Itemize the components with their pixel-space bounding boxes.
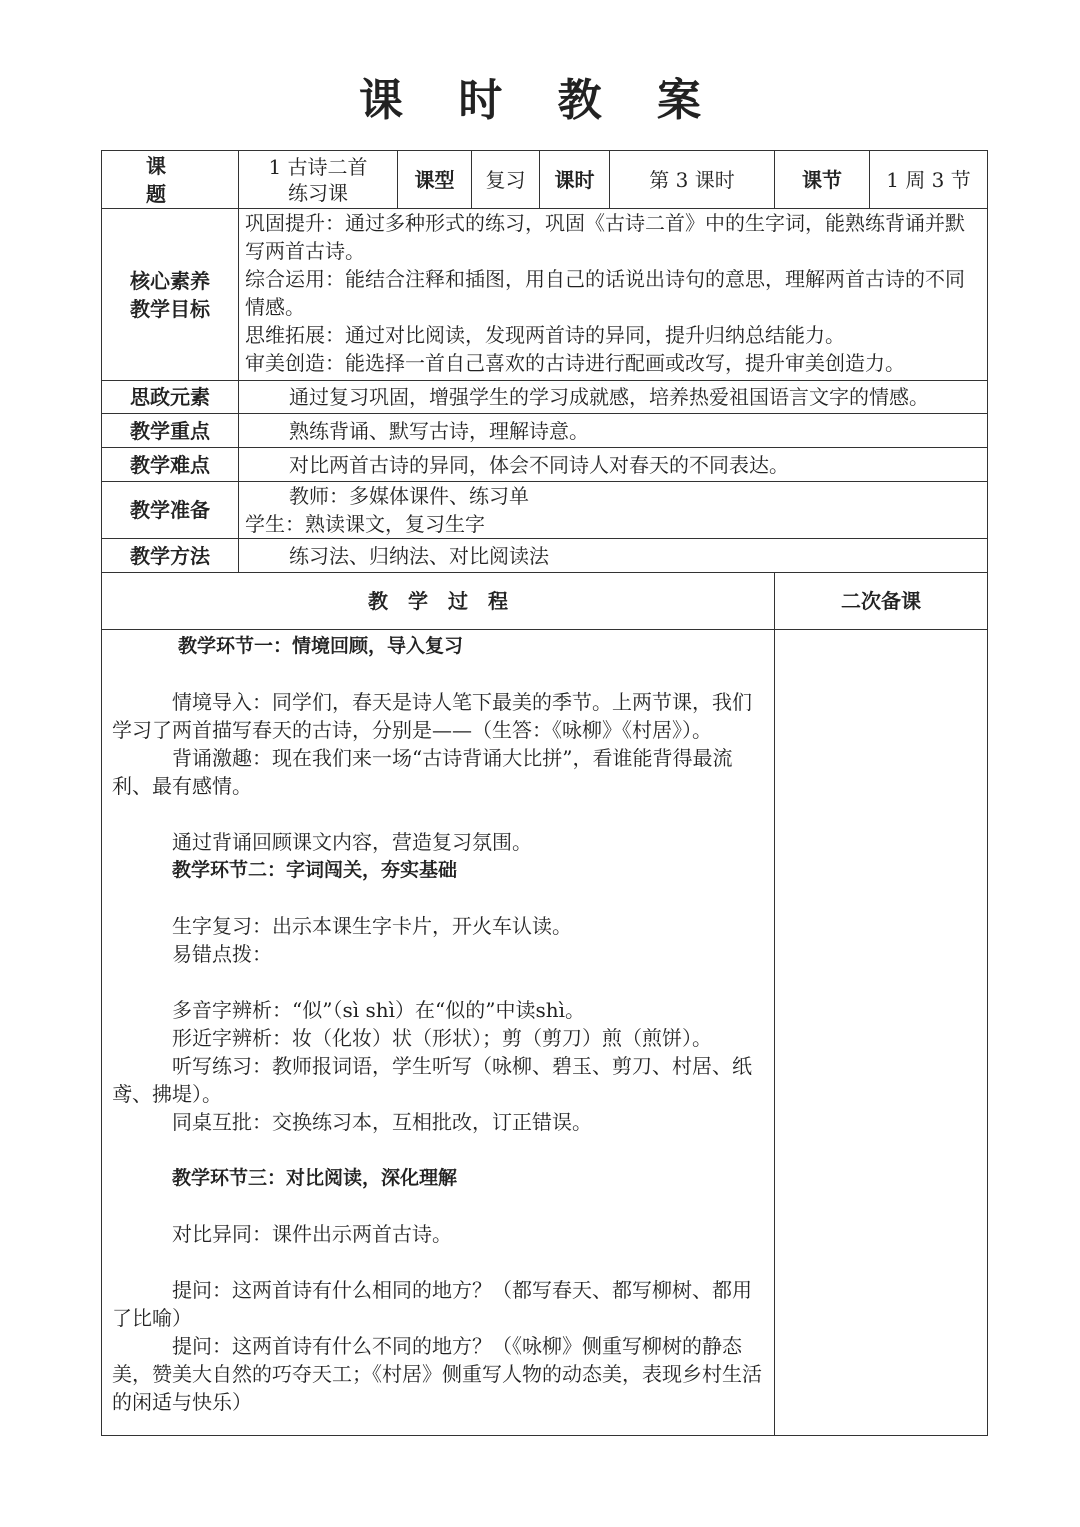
- step2-paragraph: 多音字辨析：“似”（sì shì）在“似的”中读shì。: [172, 998, 585, 1022]
- key-points-row: [102, 414, 988, 448]
- topic-value-line1: 1 古诗二首: [268, 154, 368, 179]
- goals-label-line2: 教学目标: [130, 296, 210, 321]
- step2-paragraph: 听写练习：教师报词语，学生听写（咏柳、碧玉、剪刀、村居、纸鸢、拂堤）。: [112, 1054, 752, 1106]
- topic-value-line2: 练习课: [288, 180, 348, 205]
- process-body-row: [102, 630, 988, 1436]
- step1-title: 教学环节一：情境回顾，导入复习: [178, 635, 464, 657]
- ideology-value: 通过复习巩固，增强学生的学习成就感，培养热爱祖国语言文字的情感。: [239, 381, 988, 414]
- process-heading: 教 学 过 程: [102, 573, 775, 630]
- step2-paragraph: 易错点拨：: [172, 942, 272, 966]
- preparation-teacher: 教师：多媒体课件、练习单: [289, 484, 529, 508]
- goal-item: 审美创造：能选择一首自己喜欢的古诗进行配画或改写，提升审美创造力。: [245, 351, 905, 375]
- goals-label: [102, 209, 239, 381]
- lesson-plan-table: [101, 150, 988, 1436]
- methods-label: 教学方法: [102, 539, 239, 573]
- key-points-label: 教学重点: [102, 414, 239, 448]
- page-title: 课 时 教 案: [359, 75, 721, 126]
- period-value: 第 3 课时: [610, 151, 775, 209]
- goals-row: [102, 209, 988, 381]
- step2-paragraph: 形近字辨析：妆（化妆）状（形状）；剪（剪刀）煎（煎饼）。: [172, 1026, 712, 1050]
- preparation-value: [239, 482, 988, 539]
- step2-title: 教学环节二：字词闯关，夯实基础: [172, 859, 458, 881]
- methods-value: 练习法、归纳法、对比阅读法: [239, 539, 988, 573]
- key-points-value: 熟练背诵、默写古诗，理解诗意。: [239, 414, 988, 448]
- difficulties-label: 教学难点: [102, 448, 239, 482]
- goal-item: 思维拓展：通过对比阅读，发现两首诗的异同，提升归纳总结能力。: [245, 323, 845, 347]
- process-header-row: [102, 573, 988, 630]
- notes-heading: 二次备课: [775, 573, 988, 630]
- topic-label: 课 题: [102, 151, 239, 209]
- goal-item: 巩固提升：通过多种形式的练习，巩固《古诗二首》中的生字词，能熟练背诵并默写两首古诗。: [245, 211, 965, 263]
- process-content: [102, 630, 775, 1436]
- difficulties-value: 对比两首古诗的异同，体会不同诗人对春天的不同表达。: [239, 448, 988, 482]
- goal-item: 综合运用：能结合注释和插图，用自己的话说出诗句的意思，理解两首古诗的不同情感。: [245, 267, 965, 319]
- section-label: 课节: [775, 151, 870, 209]
- header-row: [102, 151, 988, 209]
- goals-content: [239, 209, 988, 381]
- step1-paragraph: 背诵激趣：现在我们来一场“古诗背诵大比拼”，看谁能背得最流利、最有感情。: [112, 746, 733, 798]
- type-label: 课型: [398, 151, 472, 209]
- step1-paragraph: 通过背诵回顾课文内容，营造复习氛围。: [172, 830, 532, 854]
- type-value: 复习: [472, 151, 540, 209]
- period-label: 课时: [540, 151, 610, 209]
- step3-paragraph: 提问：这两首诗有什么不同的地方？（《咏柳》侧重写柳树的静态美，赞美大自然的巧夺天工；《村居》侧重写人物的动态美，表现乡村生活的闲适与快乐）: [112, 1334, 762, 1414]
- step2-paragraph: 生字复习：出示本课生字卡片，开火车认读。: [172, 914, 572, 938]
- methods-row: [102, 539, 988, 573]
- goals-label-line1: 核心素养: [130, 268, 210, 293]
- preparation-row: [102, 482, 988, 539]
- ideology-row: [102, 381, 988, 414]
- step3-title: 教学环节三：对比阅读，深化理解: [172, 1167, 458, 1189]
- section-value: 1 周 3 节: [870, 151, 988, 209]
- step3-paragraph: 对比异同：课件出示两首古诗。: [172, 1222, 452, 1246]
- preparation-student: 学生：熟读课文，复习生字: [245, 512, 485, 536]
- difficulties-row: [102, 448, 988, 482]
- secondary-notes-cell[interactable]: [775, 630, 988, 1436]
- step1-paragraph: 情境导入：同学们，春天是诗人笔下最美的季节。上两节课，我们学习了两首描写春天的古诗，分别是——（生答：《咏柳》《村居》）。: [112, 690, 752, 742]
- ideology-label: 思政元素: [102, 381, 239, 414]
- preparation-label: 教学准备: [102, 482, 239, 539]
- step3-paragraph: 提问：这两首诗有什么相同的地方？（都写春天、都写柳树、都用了比喻）: [112, 1278, 752, 1330]
- step2-paragraph: 同桌互批：交换练习本，互相批改，订正错误。: [172, 1110, 592, 1134]
